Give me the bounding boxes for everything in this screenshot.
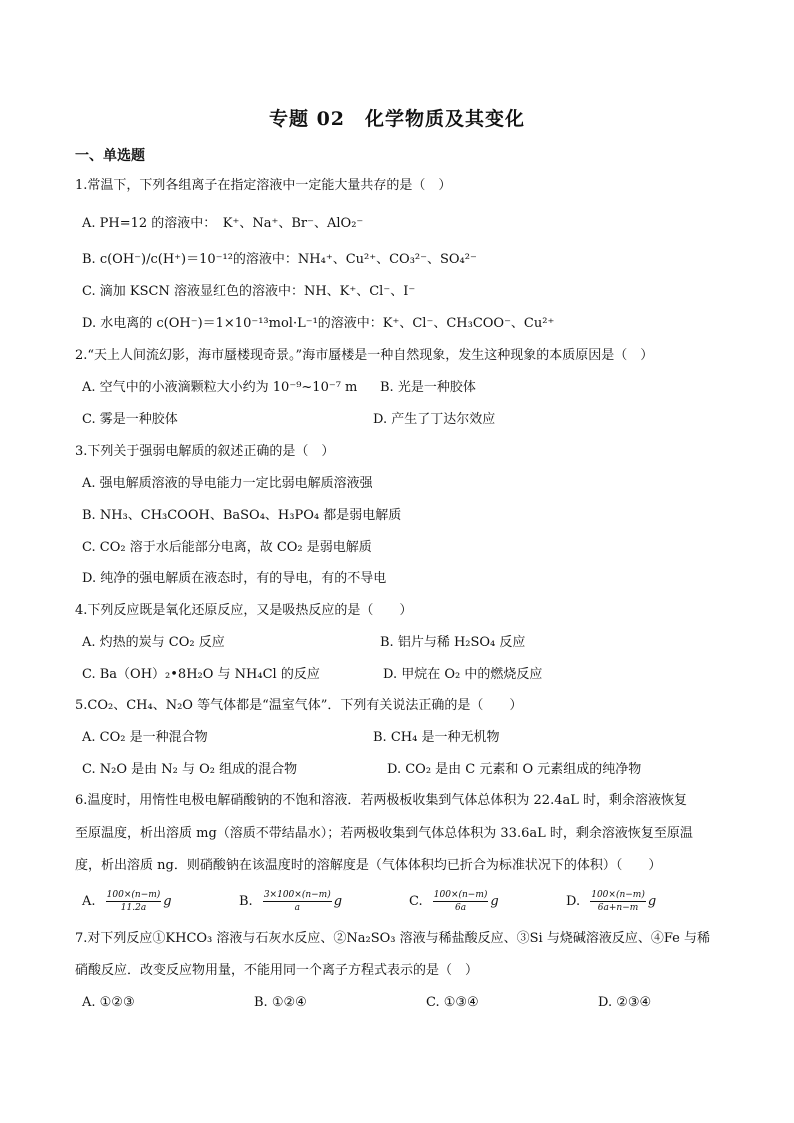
option-label: C. xyxy=(409,894,423,909)
section-heading: 一、单选题 xyxy=(75,148,145,164)
question-6-option-b[interactable] xyxy=(239,890,342,913)
fraction-denominator: 6a xyxy=(455,903,467,913)
page-title: 专题 02 化学物质及其变化 xyxy=(268,108,526,130)
question-5-option-c[interactable]: C. N₂O 是由 N₂ 与 O₂ 组成的混合物 xyxy=(82,762,298,777)
unit-label: g xyxy=(163,894,172,909)
question-5-option-d[interactable]: D. CO₂ 是由 C 元素和 O 元素组成的纯净物 xyxy=(387,762,642,777)
question-6-option-d[interactable] xyxy=(566,890,656,913)
fraction-numerator: 100×(n−m) xyxy=(106,890,161,900)
question-6-stem-line-3: 度，析出溶质 ng．则硝酸钠在该温度时的溶解度是（气体体积均已折合为标准状况下的体积）（ ） xyxy=(75,858,662,873)
question-6-option-c[interactable] xyxy=(409,890,499,913)
question-1-stem: 1.常温下，下列各组离子在指定溶液中一定能大量共存的是（ ） xyxy=(75,178,452,193)
fraction xyxy=(590,890,646,913)
fraction xyxy=(263,890,332,913)
fraction-numerator: 3×100×(n−m) xyxy=(263,890,331,900)
question-7-stem-line-2: 硝酸反应．改变反应物用量，不能用同一个离子方程式表示的是（ ） xyxy=(75,963,479,978)
fraction-denominator: a xyxy=(294,903,300,913)
question-2-option-c[interactable]: C. 雾是一种胶体 xyxy=(82,412,178,427)
question-7-option-c[interactable]: C. ①③④ xyxy=(426,995,479,1010)
question-1-option-c[interactable]: C. 滴加 KSCN 溶液显红色的溶液中：NH、K⁺、Cl⁻、I⁻ xyxy=(82,284,416,299)
question-4-option-b[interactable]: B. 铝片与稀 H₂SO₄ 反应 xyxy=(380,635,526,650)
question-3-option-a[interactable]: A. 强电解质溶液的导电能力一定比弱电解质溶液强 xyxy=(82,476,373,491)
fraction-numerator: 100×(n−m) xyxy=(433,890,488,900)
question-7-option-a[interactable]: A. ①②③ xyxy=(82,995,135,1010)
question-4-option-c[interactable]: C. Ba（OH）₂•8H₂O 与 NH₄Cl 的反应 xyxy=(82,667,320,682)
question-6-option-a[interactable] xyxy=(82,890,172,913)
fraction xyxy=(106,890,162,913)
question-3-stem: 3.下列关于强弱电解质的叙述正确的是（ ） xyxy=(75,444,335,459)
question-7-option-d[interactable]: D. ②③④ xyxy=(598,995,652,1010)
question-4-option-d[interactable]: D. 甲烷在 O₂ 中的燃烧反应 xyxy=(383,667,543,682)
fraction-numerator: 100×(n−m) xyxy=(591,890,645,900)
fraction-denominator: 6a+n−m xyxy=(597,903,639,913)
question-2-stem: 2.“天上人间流幻影，海市蜃楼现奇景。”海市蜃楼是一种自然现象，发生这种现象的本质原因是（ ） xyxy=(75,348,654,363)
question-2-option-d[interactable]: D. 产生了丁达尔效应 xyxy=(373,412,496,427)
question-6-stem-line-1: 6.温度时，用惰性电极电解硝酸钠的不饱和溶液．若两极板收集到气体总体积为 22.4aL 时，剩余溶液恢复 xyxy=(75,793,687,808)
question-2-option-b[interactable]: B. 光是一种胶体 xyxy=(380,380,476,395)
question-1-option-b[interactable]: B. c(OH⁻)/c(H⁺)＝10⁻¹²的溶液中：NH₄⁺、Cu²⁺、CO₃²⁻、SO₄²⁻ xyxy=(82,252,477,267)
unit-label: g xyxy=(490,894,499,909)
question-1-option-d[interactable]: D. 水电离的 c(OH⁻)＝1×10⁻¹³mol·L⁻¹的溶液中：K⁺、Cl⁻、CH₃COO⁻、Cu²⁺ xyxy=(82,316,555,331)
question-4-stem: 4.下列反应既是氧化还原反应，又是吸热反应的是（ ） xyxy=(75,603,413,618)
fraction-denominator: 11.2a xyxy=(120,903,147,913)
question-4-option-a[interactable]: A. 灼热的炭与 CO₂ 反应 xyxy=(82,635,225,650)
unit-label: g xyxy=(647,894,657,909)
question-3-option-c[interactable]: C. CO₂ 溶于水后能部分电离，故 CO₂ 是弱电解质 xyxy=(82,540,372,555)
option-label: D. xyxy=(566,894,581,909)
question-7-stem-line-1: 7.对下列反应①KHCO₃ 溶液与石灰水反应、②Na₂SO₃ 溶液与稀盐酸反应、③Si 与烧碱溶液反应、④Fe 与稀 xyxy=(75,931,710,946)
question-1-option-a[interactable]: A. PH=12 的溶液中： K⁺、Na⁺、Br⁻、AlO₂⁻ xyxy=(82,216,364,231)
question-3-option-d[interactable]: D. 纯净的强电解质在液态时，有的导电，有的不导电 xyxy=(82,571,387,586)
question-7-option-b[interactable]: B. ①②④ xyxy=(254,995,307,1010)
question-6-stem-line-2: 至原温度，析出溶质 mg（溶质不带结晶水）；若两极收集到气体总体积为 33.6aL 时，剩余溶液恢复至原温 xyxy=(75,826,693,841)
unit-label: g xyxy=(333,894,343,909)
question-5-option-b[interactable]: B. CH₄ 是一种无机物 xyxy=(373,730,500,745)
question-5-stem: 5.CO₂、CH₄、N₂O 等气体都是“温室气体”．下列有关说法正确的是（ ） xyxy=(75,698,523,713)
option-label: B. xyxy=(239,894,253,909)
option-label: A. xyxy=(82,894,96,909)
question-5-option-a[interactable]: A. CO₂ 是一种混合物 xyxy=(82,730,208,745)
question-2-option-a[interactable]: A. 空气中的小液滴颗粒大小约为 10⁻⁹~10⁻⁷ m xyxy=(82,380,358,395)
question-3-option-b[interactable]: B. NH₃、CH₃COOH、BaSO₄、H₃PO₄ 都是弱电解质 xyxy=(82,508,402,523)
fraction xyxy=(433,890,489,913)
